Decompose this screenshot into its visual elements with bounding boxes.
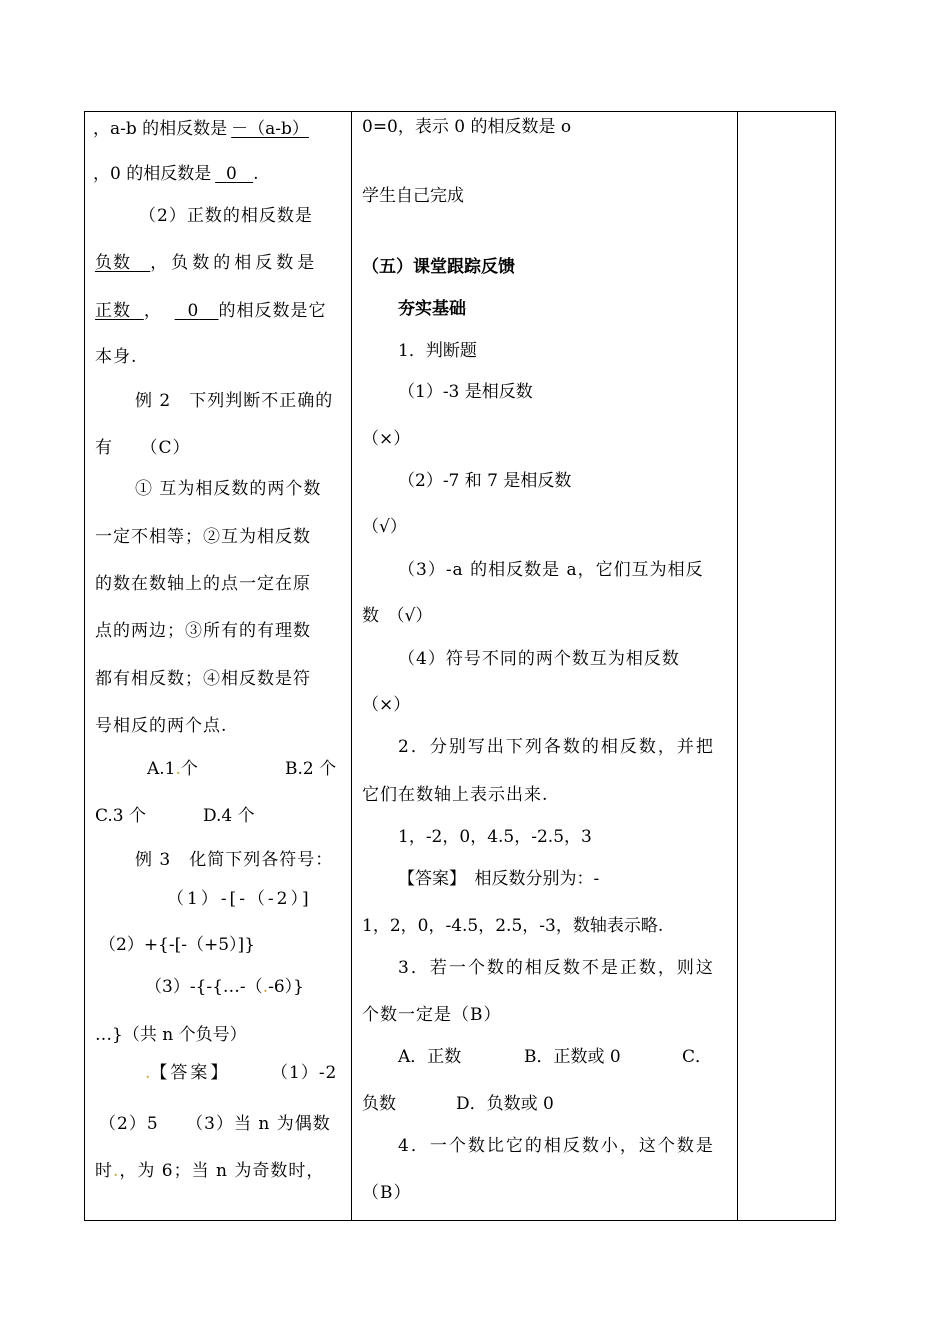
column-middle xyxy=(352,112,738,1221)
line: （1）-2 xyxy=(271,1063,338,1083)
line: （√） xyxy=(362,517,407,537)
line: .【答案】 xyxy=(145,1063,231,1083)
line: 1．判断题 xyxy=(398,341,477,361)
line: A．正数 xyxy=(398,1047,462,1067)
line: C． xyxy=(682,1047,713,1067)
line: 有 （C） xyxy=(95,438,191,458)
line: 点的两边；③所有的有理数 xyxy=(95,621,311,641)
line: 本身. xyxy=(95,347,138,367)
line: B．正数或 0 xyxy=(524,1047,621,1067)
line: B.2 个 xyxy=(285,759,337,779)
line: 例 3 化简下列各符号： xyxy=(135,850,334,870)
line: （1）-[-（-2）] xyxy=(167,889,312,909)
line: 的数在数轴上的点一定在原 xyxy=(95,574,311,594)
line: …}（共 n 个负号） xyxy=(95,1025,247,1045)
line: ① 互为相反数的两个数 xyxy=(135,479,322,499)
line: A.1.个 xyxy=(147,759,198,779)
line: D.4 个 xyxy=(203,806,255,826)
mark-dot: . xyxy=(113,1161,120,1181)
column-right xyxy=(738,112,836,1221)
section-heading: （五）课堂跟踪反馈 xyxy=(362,257,515,277)
line: （3）-a 的相反数是 a，它们互为相反 xyxy=(398,560,704,580)
line: D．负数或 0 xyxy=(456,1094,554,1114)
line: 4．一个数比它的相反数小，这个数是 xyxy=(398,1136,715,1156)
line: （×） xyxy=(362,429,411,449)
line: （2）-7 和 7 是相反数 xyxy=(398,471,572,491)
line: （2）正数的相反数是 xyxy=(139,206,313,226)
mark-dot: . xyxy=(262,977,269,997)
line: 1，-2，0，4.5，-2.5，3 xyxy=(398,827,592,847)
line: ，0 的相反数是 0 . xyxy=(93,164,259,184)
column-left xyxy=(85,112,352,1221)
line: 一定不相等；②互为相反数 xyxy=(95,527,311,547)
line: ，a-b 的相反数是 －（a-b） xyxy=(93,119,309,139)
section-subheading: 夯实基础 xyxy=(398,299,466,319)
line: （1）-3 是相反数 xyxy=(398,382,533,402)
line: 都有相反数；④相反数是符 xyxy=(95,669,311,689)
lesson-table xyxy=(84,111,836,1221)
line: 学生自己完成 xyxy=(362,186,464,206)
line: 负数 ，负数的相反数是 xyxy=(95,253,319,273)
mark-dot: . xyxy=(145,1063,151,1083)
line: （2）+{-[-（+5）]} xyxy=(99,935,256,955)
line: 数 （√） xyxy=(362,606,433,626)
line: 正数 ， 0 的相反数是它 xyxy=(95,301,327,321)
line: 负数 xyxy=(362,1094,396,1114)
line: 0=0，表示 0 的相反数是 o xyxy=(362,117,572,137)
line: 例 2 下列判断不正确的 xyxy=(135,391,334,411)
line: （B） xyxy=(362,1183,412,1203)
line: 2．分别写出下列各数的相反数，并把 xyxy=(398,737,715,757)
line: 号相反的两个点. xyxy=(95,716,228,736)
line: 时.，为 6；当 n 为奇数时， xyxy=(95,1161,325,1181)
mark-dot: . xyxy=(175,759,181,779)
line: 1，2，0，-4.5，2.5，-3，数轴表示略. xyxy=(362,916,664,936)
line: （4）符号不同的两个数互为相反数 xyxy=(398,649,680,669)
line: 【答案】 相反数分别为：- xyxy=(398,869,600,889)
line: （2）5 （3）当 n 为偶数 xyxy=(99,1114,331,1134)
line: C.3 个 xyxy=(95,806,147,826)
line: （×） xyxy=(362,695,411,715)
line: （3）-{-{…-（.-6）} xyxy=(145,977,304,997)
line: 个数一定是（B） xyxy=(362,1005,502,1025)
line: 它们在数轴上表示出来. xyxy=(362,785,549,805)
line: 3．若一个数的相反数不是正数，则这 xyxy=(398,958,715,978)
